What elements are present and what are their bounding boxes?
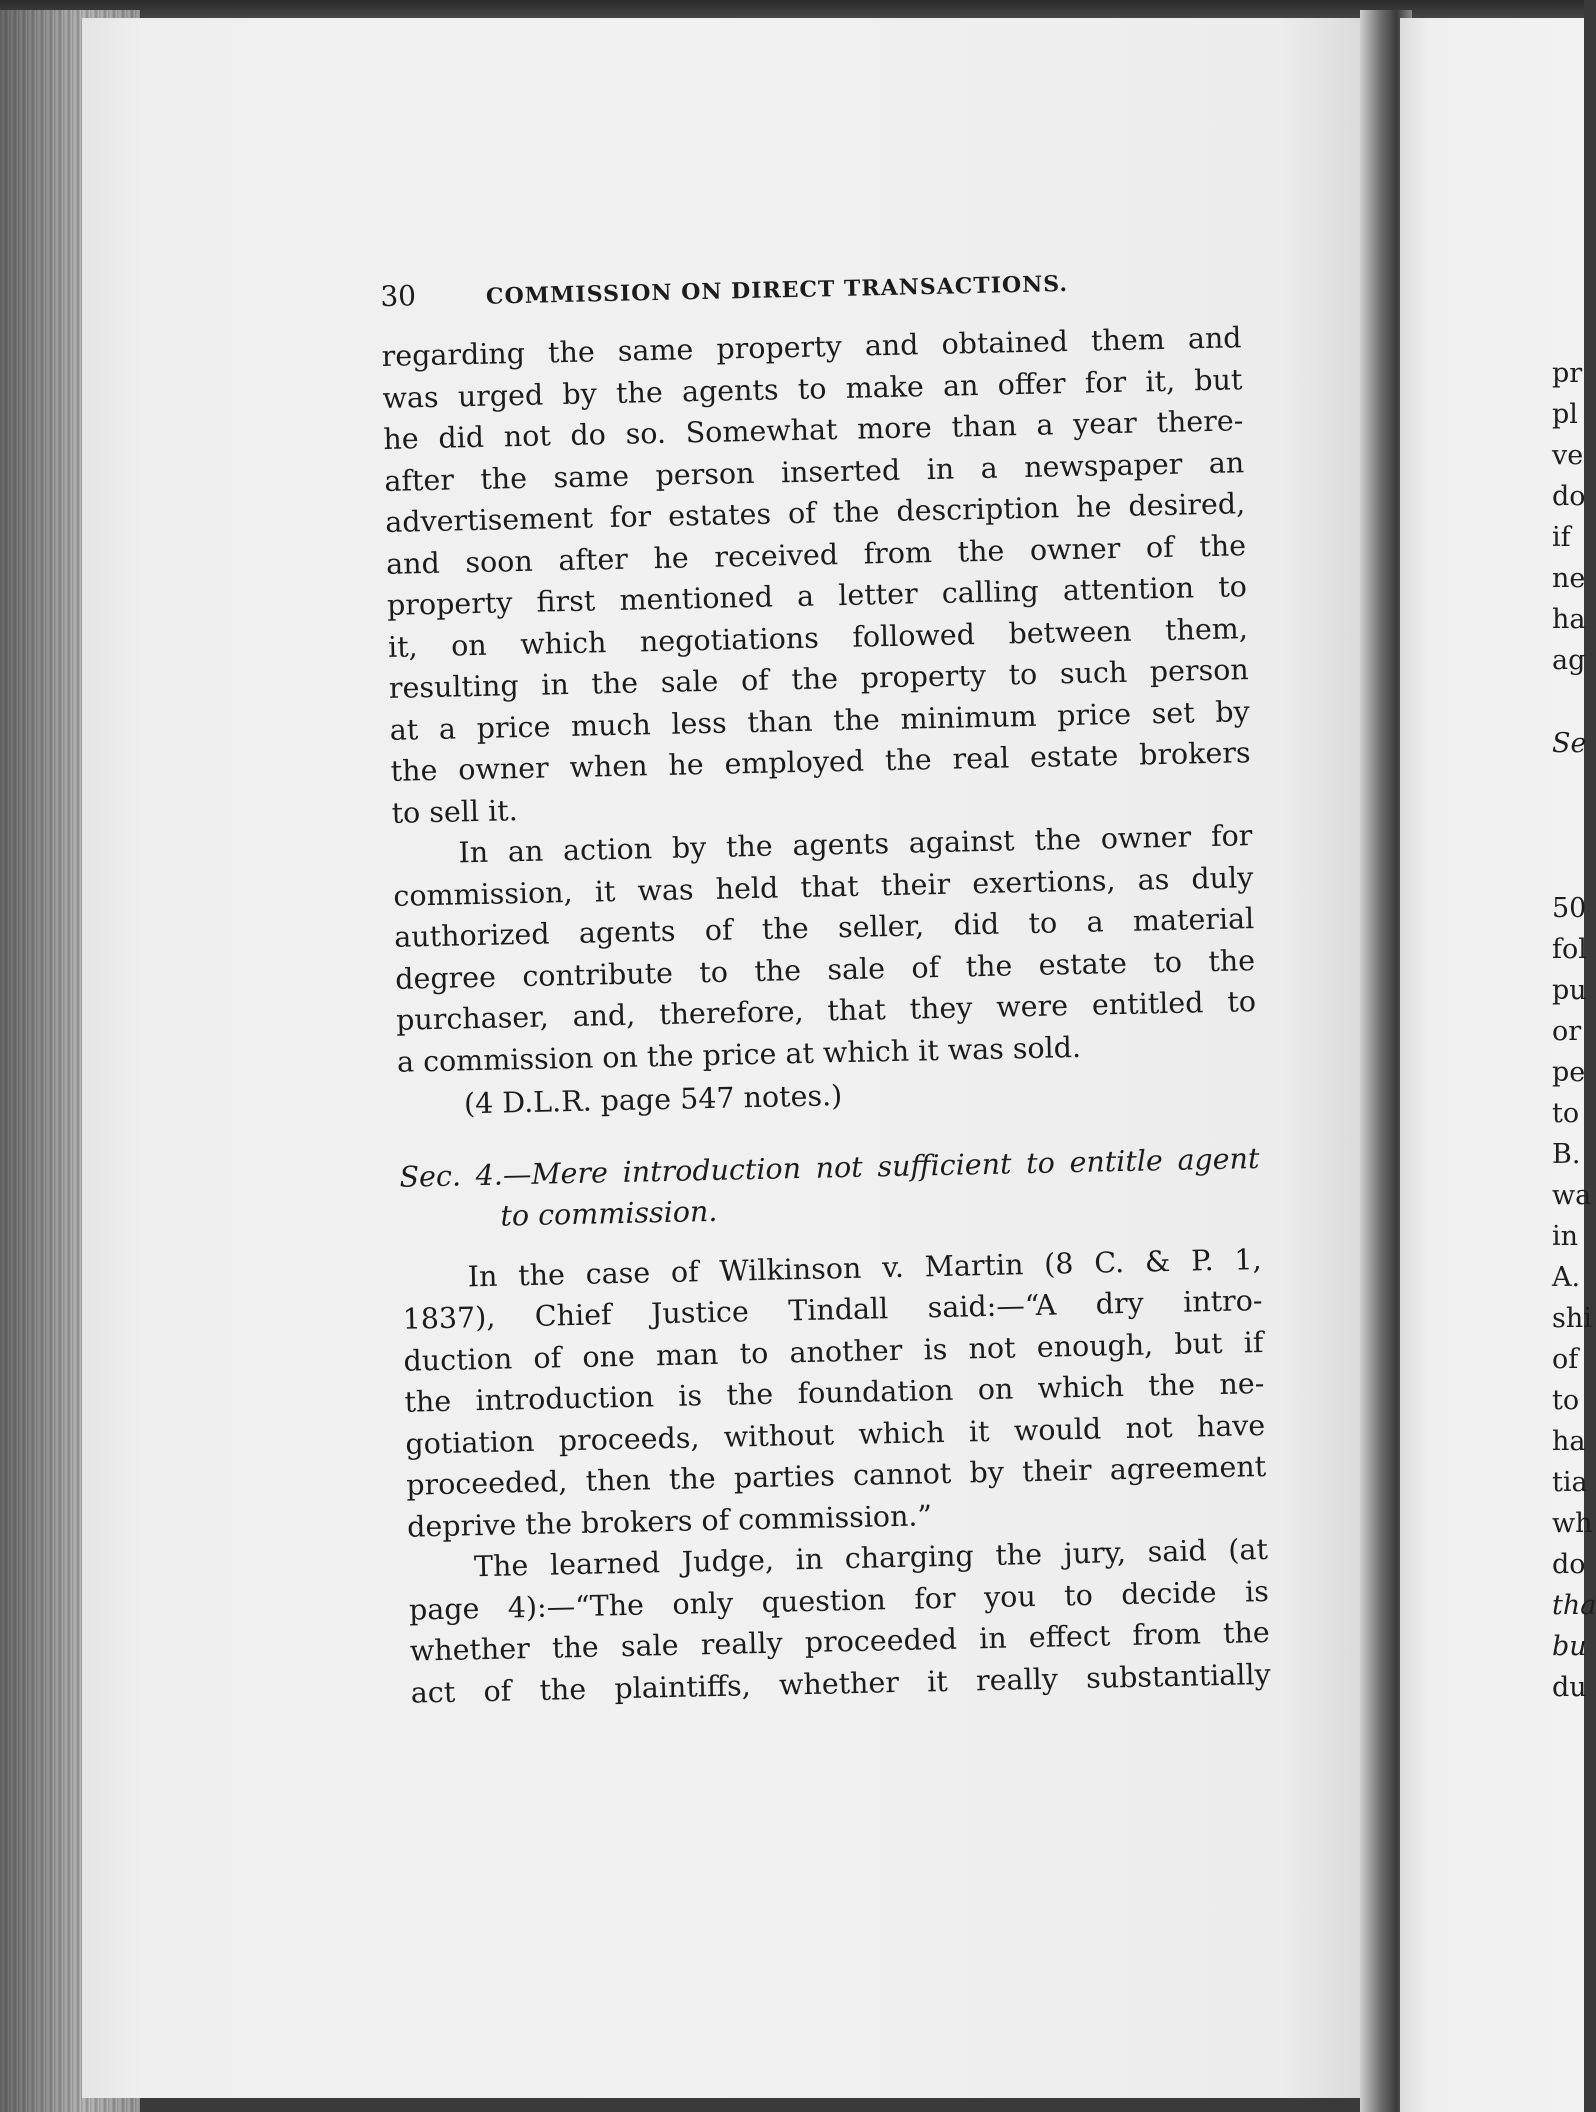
facing-line: A. — [1552, 1262, 1581, 1293]
facing-line: to — [1552, 1098, 1580, 1129]
facing-page — [1400, 18, 1596, 2112]
text-line: 1837), Chief Justice Tindall said:—“A dry intro- — [402, 1283, 1263, 1336]
facing-line: tha — [1552, 1590, 1596, 1621]
facing-line: if — [1552, 522, 1571, 553]
facing-line: wa — [1552, 1180, 1592, 1211]
facing-line: to — [1552, 1385, 1580, 1416]
text-line: the introduction is the foundation on which the ne- — [404, 1366, 1265, 1419]
text-line: authorized agents of the seller, did to a material — [393, 902, 1255, 954]
facing-line: do — [1552, 481, 1586, 512]
facing-line: du — [1552, 1672, 1587, 1703]
facing-line: ag — [1552, 645, 1586, 676]
facing-line: wh — [1552, 1508, 1593, 1539]
section-heading-line: to commission. — [500, 1194, 718, 1233]
facing-line: shi — [1552, 1303, 1592, 1334]
text-line: property first mentioned a letter calling attention to — [386, 570, 1248, 622]
text-line: resulting in the sale of the property to such person — [388, 653, 1250, 705]
facing-line: 50 — [1552, 893, 1587, 924]
facing-line: of — [1552, 1344, 1579, 1375]
text-line: proceeded, then the parties cannot by their agreement — [405, 1449, 1267, 1502]
facing-line: ha — [1552, 1426, 1586, 1457]
facing-line: or — [1552, 1016, 1582, 1047]
paragraph-4 — [408, 1529, 1271, 1714]
text-line: gotiation proceeds, without which it would not have — [405, 1408, 1266, 1461]
facing-line: B. — [1552, 1139, 1581, 1170]
facing-line: fol — [1552, 934, 1587, 965]
page-content — [380, 261, 1271, 1713]
paragraph-1 — [381, 317, 1252, 834]
text-line: The learned Judge, in charging the jury, said (at — [473, 1532, 1269, 1584]
text-line: act of the plaintiffs, whether it really substantially — [410, 1657, 1271, 1710]
facing-line: ha — [1552, 604, 1586, 635]
text-line: deprive the brokers of commission.” — [406, 1498, 933, 1544]
facing-line: ne — [1552, 563, 1586, 594]
text-line: was urged by the agents to make an offer for it, but — [382, 362, 1243, 415]
text-line: it, on which negotiations followed between them, — [387, 611, 1249, 664]
text-line: he did not do so. Somewhat more than a year there- — [383, 404, 1244, 456]
text-line: degree contribute to the sale of the estate to the — [394, 943, 1256, 996]
facing-line: bu — [1552, 1631, 1587, 1662]
facing-line: pr — [1552, 358, 1583, 389]
text-line: In the case of Wilkinson v. Martin (8 C. & P. 1, — [467, 1242, 1262, 1293]
facing-line: do — [1552, 1549, 1586, 1580]
text-line: to sell it. — [391, 793, 519, 830]
citation: (4 D.L.R. page 547 notes.) — [463, 1079, 843, 1121]
page-number: 30 — [380, 279, 417, 313]
text-line: at a price much less than the minimum price set by — [389, 694, 1250, 747]
text-line: advertisement for estates of the description he desired, — [384, 487, 1246, 539]
text-line: duction of one man to another is not enough, but if — [403, 1325, 1264, 1378]
facing-line: ve — [1552, 440, 1584, 471]
text-line: In an action by the agents against the owner for — [458, 819, 1253, 870]
section-heading-line: Sec. 4.—Mere introduction not sufficient to entitle agent — [399, 1141, 1260, 1194]
text-line: whether the sale really proceeded in effect from the — [409, 1615, 1271, 1668]
facing-line: pe — [1552, 1057, 1586, 1088]
text-line: the owner when he employed the real estate brokers — [390, 736, 1251, 788]
facing-line: tia — [1552, 1467, 1588, 1498]
text-line: page 4):—“The only question for you to decide is — [408, 1574, 1270, 1627]
paragraph-2 — [392, 815, 1257, 1083]
paragraph-3 — [401, 1239, 1267, 1548]
text-line: and soon after he received from the owner of the — [385, 528, 1247, 581]
text-line: purchaser, and, therefore, that they were entitled to — [395, 985, 1257, 1037]
facing-line: pu — [1552, 975, 1587, 1006]
running-title: COMMISSION ON DIRECT TRANSACTIONS. — [485, 270, 1069, 310]
facing-line: pl — [1552, 399, 1578, 430]
text-line: regarding the same property and obtained them and — [381, 321, 1242, 373]
text-line: a commission on the price at which it was sold. — [396, 1030, 1082, 1079]
section-heading — [399, 1138, 1261, 1240]
facing-line: in — [1552, 1221, 1579, 1252]
text-line: commission, it was held that their exertions, as duly — [393, 860, 1254, 913]
facing-heading: Se — [1552, 728, 1587, 759]
text-line: after the same person inserted in a newspaper an — [384, 445, 1245, 498]
